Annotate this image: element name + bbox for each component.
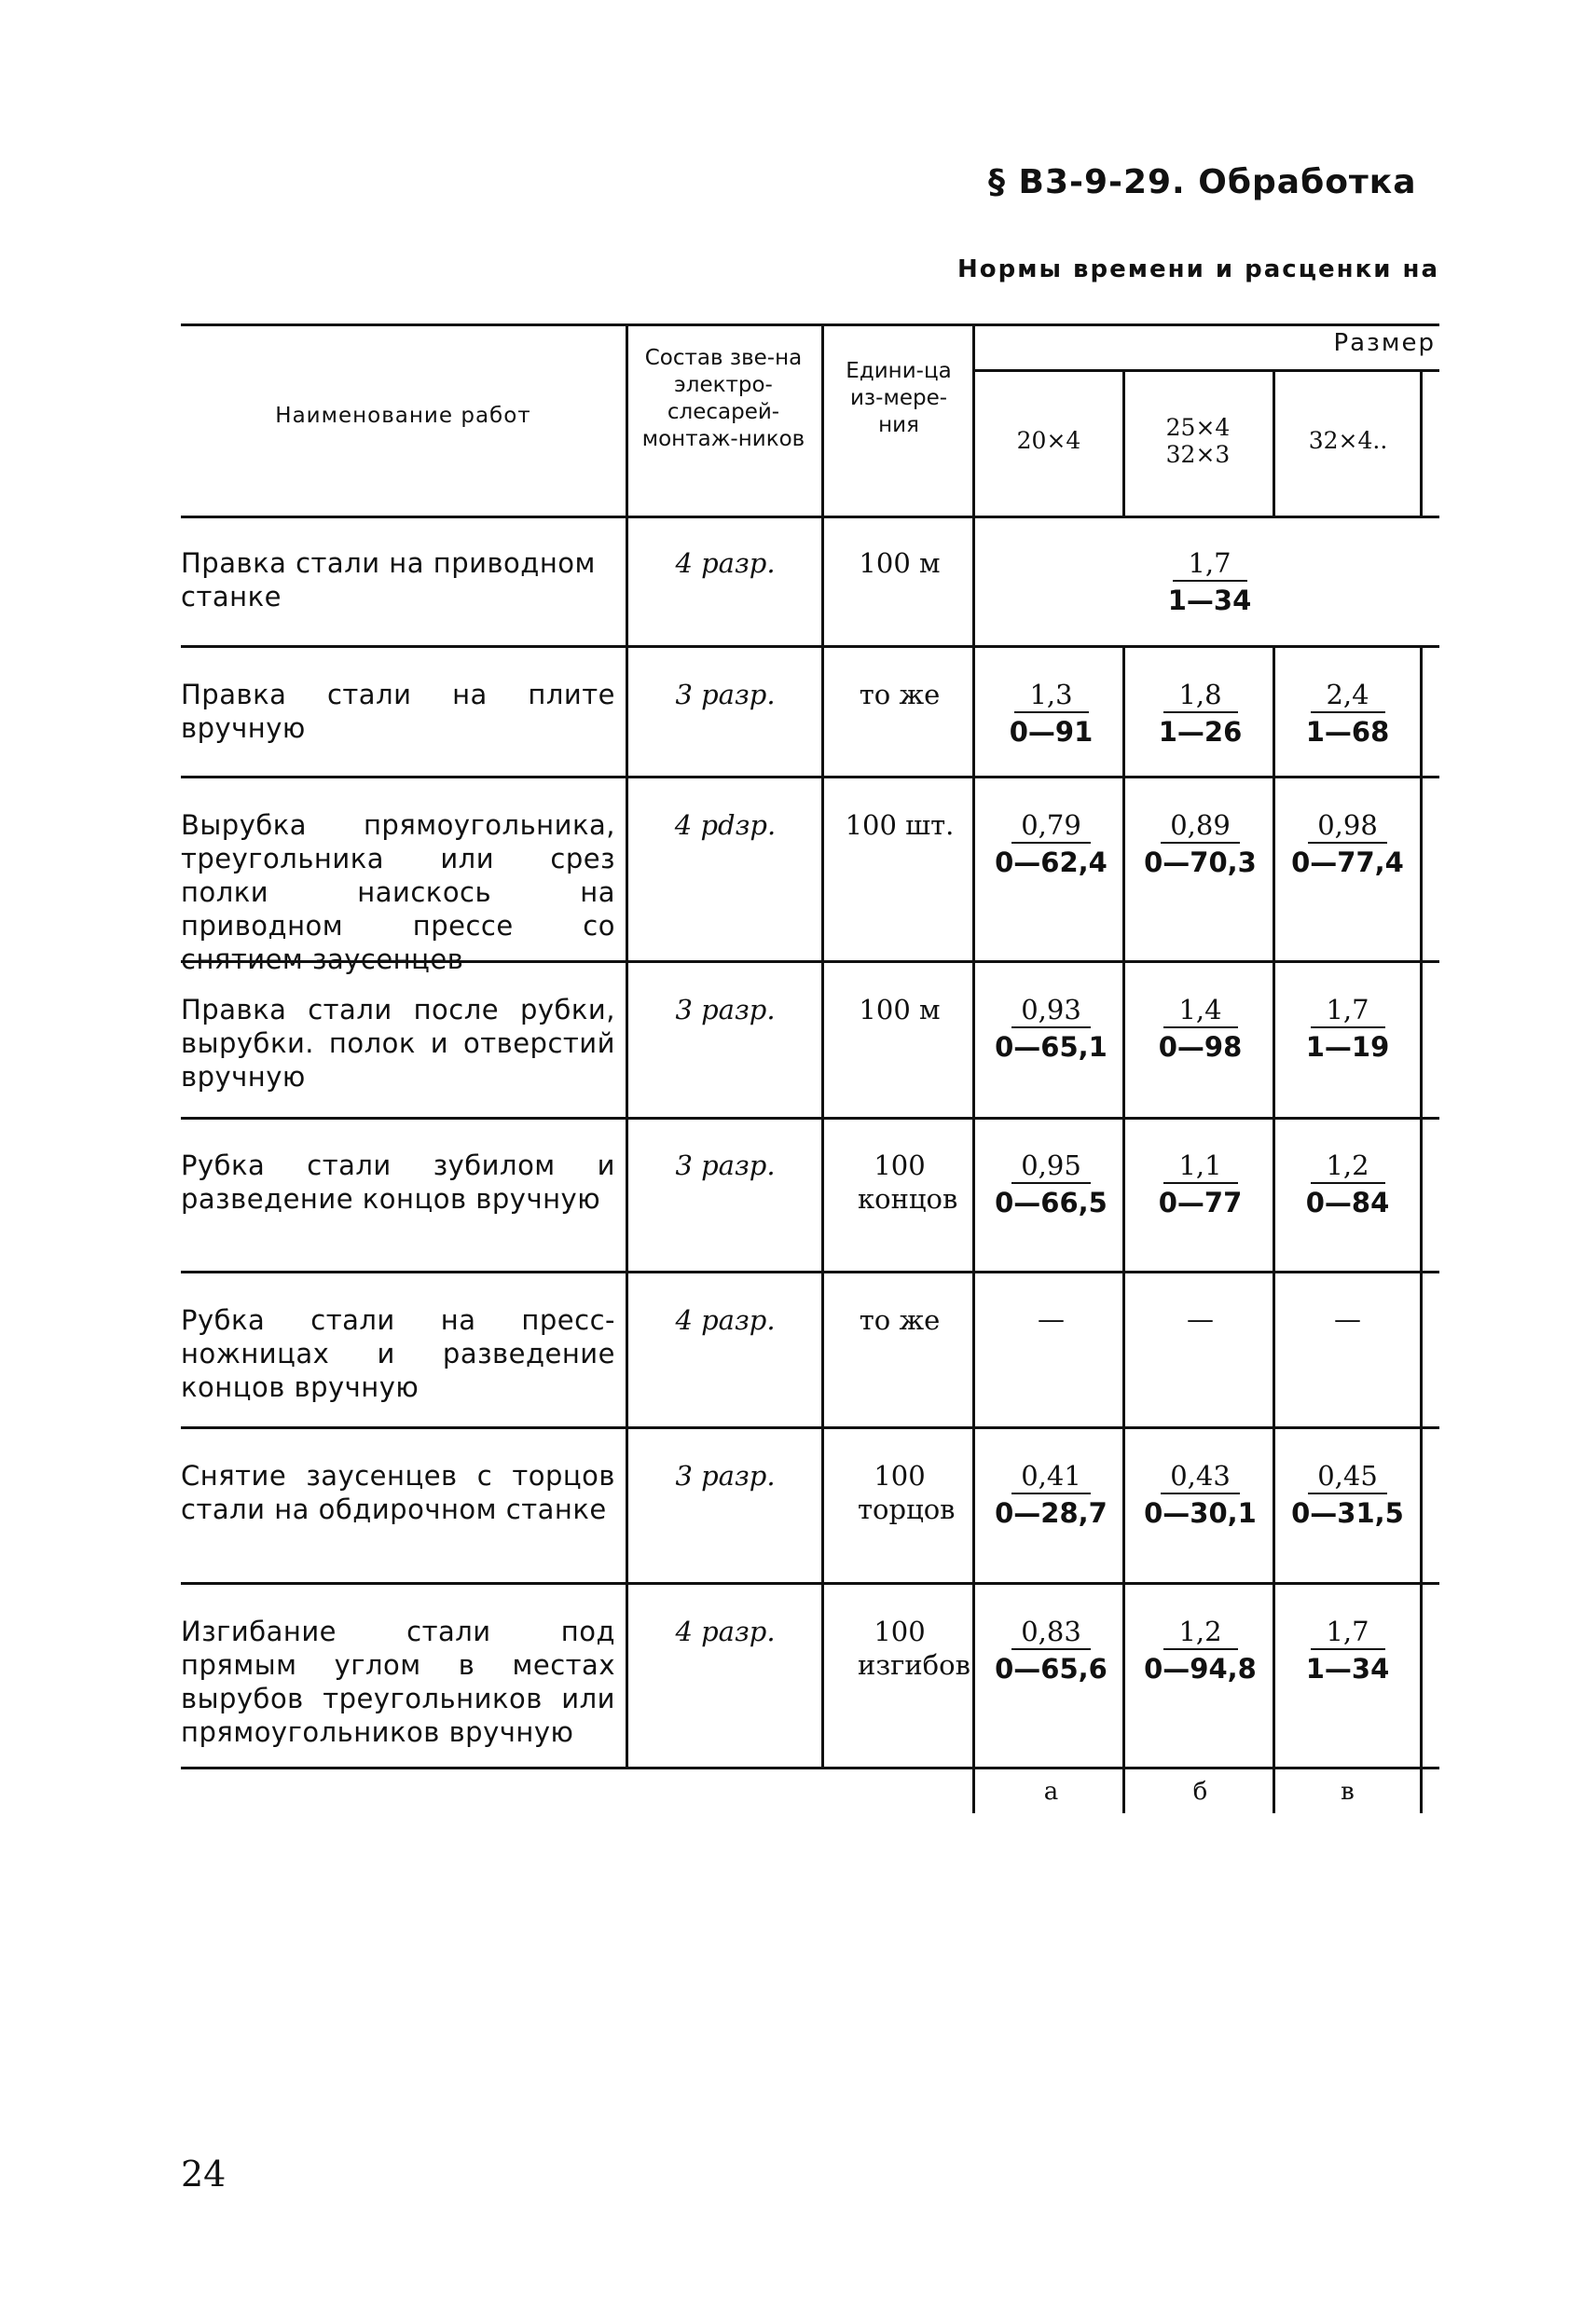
section-subtitle: Нормы времени и расценки на	[957, 255, 1439, 283]
table-row-2-crew: 3 разр.	[675, 679, 776, 710]
table-row-7-unit: 100 торцов	[858, 1460, 956, 1525]
table-row-3-name: Вырубка прямоугольника, треугольника или срез полки наискось на приводном прессе со снятием заусенцев	[181, 809, 615, 975]
table-row-5-value-b	[1128, 1149, 1273, 1219]
rate: 0—77	[1158, 1187, 1243, 1218]
table-row-5-value-a	[979, 1149, 1123, 1219]
row-rule	[181, 1271, 1439, 1273]
table-row-6-unit: то же	[859, 1304, 941, 1336]
norm-time: 0,98	[1308, 808, 1387, 844]
table-row-2-unit: то же	[859, 679, 941, 710]
rate: 1—26	[1158, 716, 1243, 748]
col-divider	[1420, 645, 1423, 1813]
table-top-rule	[181, 323, 1439, 326]
rate: 0—65,1	[995, 1031, 1108, 1063]
page-number: 24	[181, 2154, 227, 2195]
table-row-3-value-b	[1128, 808, 1273, 879]
table-row-4-value-a	[979, 993, 1123, 1064]
table-row-5-unit: 100 концов	[858, 1149, 958, 1215]
column-letter-b: б	[1192, 1778, 1208, 1806]
header-bottom-rule	[181, 516, 1439, 518]
col-divider	[1122, 369, 1125, 516]
norm-time: 1,7	[1311, 1615, 1385, 1650]
header-crew: Состав зве-на электро-слесарей-монтаж-ников	[641, 346, 805, 451]
norm-time: 1,1	[1163, 1149, 1238, 1184]
norm-time: 0,89	[1161, 808, 1240, 844]
norm-time: 1,8	[1163, 678, 1238, 713]
table-row-2-value-c	[1275, 678, 1420, 749]
table-row-8-name: Изгибание стали под прямым углом в местах вырубов треугольников или прямоугольников вручную	[181, 1616, 615, 1748]
table-row-3-crew: 4 рdзр.	[674, 809, 777, 841]
norm-time: 1,3	[1014, 678, 1089, 713]
col-divider	[821, 323, 824, 1767]
norm-time: 1,2	[1163, 1615, 1238, 1650]
table-row-4-value-c	[1275, 993, 1420, 1064]
row-rule	[181, 1582, 1439, 1585]
norm-time: 0,45	[1308, 1459, 1387, 1494]
table-row-7-value-b	[1128, 1459, 1273, 1530]
table-row-1-merged-value	[1137, 546, 1282, 617]
table-row-8-unit: 100 изгибов	[858, 1616, 970, 1681]
table-row-2-name: Правка стали на плите вручную	[181, 679, 615, 744]
rate: 1—19	[1305, 1031, 1390, 1063]
section-title: § В3-9-29. Обработка	[988, 163, 1417, 201]
header-unit: Едини-ца из-мере-ния	[846, 359, 952, 437]
header-size-b: 25×4 32×3	[1165, 414, 1231, 468]
rate: 0—77,4	[1291, 846, 1404, 878]
col-divider	[1273, 369, 1275, 516]
table-row-7-value-a	[979, 1459, 1123, 1530]
table-row-3-value-a	[979, 808, 1123, 879]
rate: 0—66,5	[995, 1187, 1108, 1218]
row-rule	[181, 1117, 1439, 1120]
norm-time: 1,2	[1311, 1149, 1385, 1184]
table-row-8-crew: 4 разр.	[675, 1616, 776, 1647]
rate: 0—84	[1305, 1187, 1390, 1218]
rate: 0—31,5	[1291, 1497, 1404, 1529]
table-row-6-value-b: —	[1187, 1303, 1214, 1335]
norm-time: 2,4	[1311, 678, 1385, 713]
table-row-6-value-a: —	[1038, 1303, 1065, 1335]
header-name: Наименование работ	[275, 404, 531, 428]
table-row-5-crew: 3 разр.	[675, 1149, 776, 1181]
rate: 1—34	[1305, 1653, 1390, 1685]
col-divider	[1420, 369, 1423, 516]
table-row-8-value-b	[1128, 1615, 1273, 1686]
rate: 0—28,7	[995, 1497, 1108, 1529]
table-row-4-crew: 3 разр.	[675, 994, 776, 1025]
table-row-6-value-c: —	[1334, 1303, 1361, 1335]
rate: 0—91	[1009, 716, 1094, 748]
column-letter-a: а	[1043, 1778, 1059, 1806]
rate: 0—30,1	[1144, 1497, 1257, 1529]
header-size-group: Размер	[1333, 329, 1436, 357]
norm-time: 0,41	[1011, 1459, 1091, 1494]
table-row-7-crew: 3 разр.	[675, 1460, 776, 1492]
table-bottom-rule	[181, 1767, 1439, 1769]
table-row-1-crew: 4 разр.	[675, 547, 776, 579]
norm-time: 0,95	[1011, 1149, 1091, 1184]
row-rule	[181, 645, 1439, 648]
rate: 0—65,6	[995, 1653, 1108, 1685]
table-row-1-unit: 100 м	[859, 547, 941, 579]
table-row-8-value-a	[979, 1615, 1123, 1686]
size-subheader-rule	[974, 369, 1439, 372]
col-divider	[626, 323, 628, 1767]
table-row-7-name: Снятие заусенцев с торцов стали на обдирочном станке	[181, 1460, 615, 1525]
table-row-5-value-c	[1275, 1149, 1420, 1219]
table-row-6-crew: 4 разр.	[675, 1304, 776, 1336]
table-row-3-value-c	[1275, 808, 1420, 879]
table-row-5-name: Рубка стали зубилом и разведение концов вручную	[181, 1149, 615, 1215]
norm-time: 1,7	[1311, 993, 1385, 1028]
row-rule	[181, 776, 1439, 778]
norm-time: 1,7	[1173, 546, 1247, 582]
table-row-2-value-b	[1128, 678, 1273, 749]
table-row-8-value-c	[1275, 1615, 1420, 1686]
norm-time: 1,4	[1163, 993, 1238, 1028]
table-row-6-name: Рубка стали на пресс-ножницах и разведение концов вручную	[181, 1304, 615, 1403]
column-letter-c: в	[1341, 1778, 1355, 1806]
rate: 0—98	[1158, 1031, 1243, 1063]
table-row-4-unit: 100 м	[859, 994, 941, 1025]
table-row-2-value-a	[979, 678, 1123, 749]
norm-time: 0,83	[1011, 1615, 1091, 1650]
row-rule	[181, 1426, 1439, 1429]
norm-time: 0,43	[1161, 1459, 1240, 1494]
rate: 1—34	[1167, 585, 1252, 616]
table-row-7-value-c	[1275, 1459, 1420, 1530]
norm-time: 0,93	[1011, 993, 1091, 1028]
table-row-3-unit: 100 шт.	[845, 809, 955, 841]
norm-time: 0,79	[1011, 808, 1091, 844]
header-size-c: 32×4..	[1308, 427, 1388, 454]
header-size-a: 20×4	[1016, 427, 1081, 454]
rate: 0—70,3	[1144, 846, 1257, 878]
table-row-1-name: Правка стали на приводном станке	[181, 547, 596, 612]
table-row-4-value-b	[1128, 993, 1273, 1064]
rate: 0—62,4	[995, 846, 1108, 878]
rate: 1—68	[1305, 716, 1390, 748]
table-row-4-name: Правка стали после рубки, вырубки. полок и отверстий вручную	[181, 994, 615, 1093]
rate: 0—94,8	[1144, 1653, 1257, 1685]
